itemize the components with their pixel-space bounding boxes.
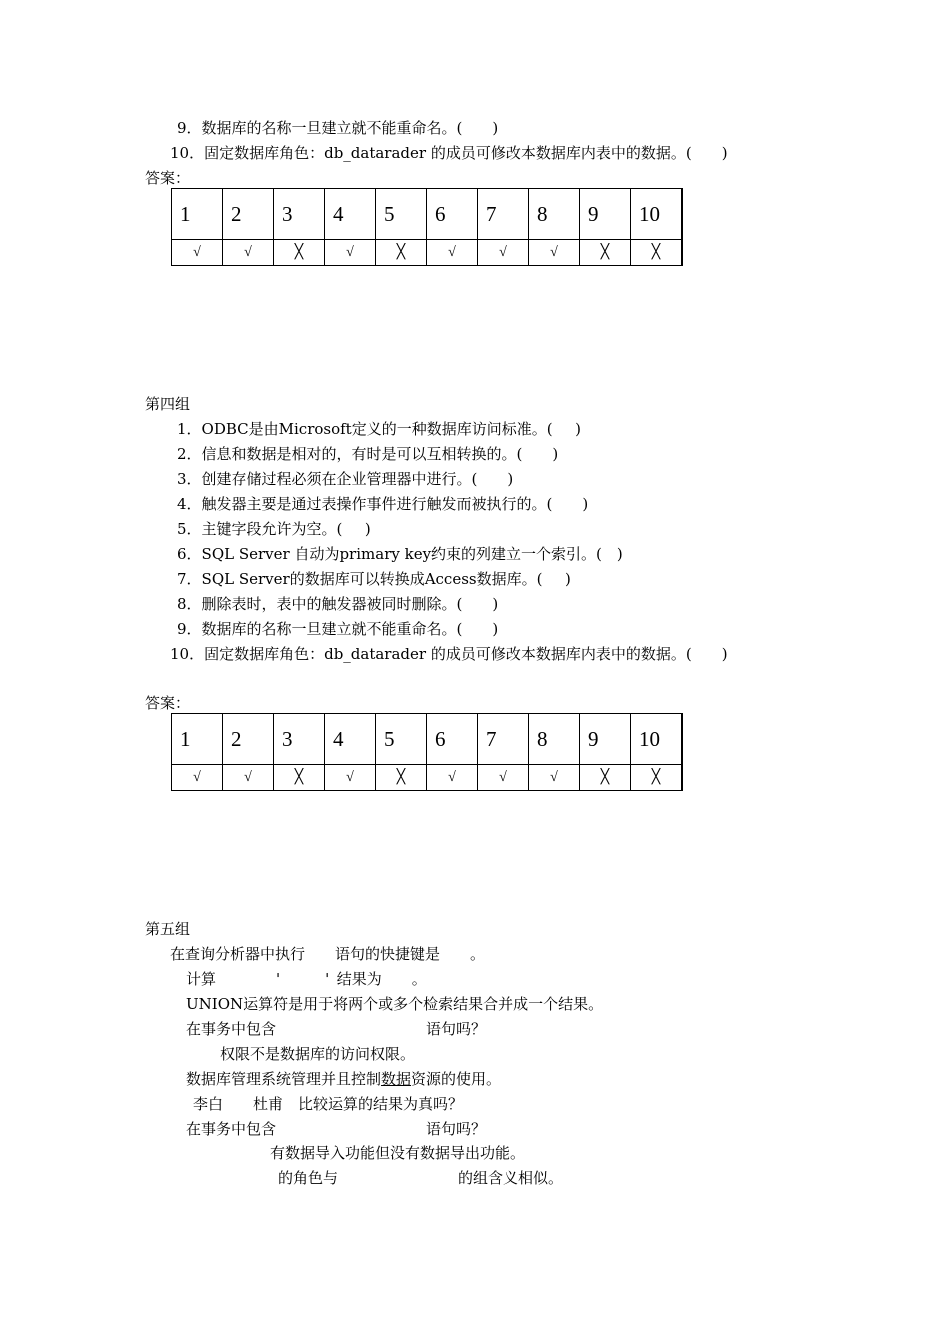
question-10: 10．固定数据库角色：db_datarader 的成员可修改本数据库内表中的数据。( ) <box>170 144 728 162</box>
answer-mark: √ <box>529 240 580 266</box>
group4-title: 第四组 <box>145 395 191 413</box>
group5-line: 在事务中包含 语句吗？ <box>186 1020 487 1038</box>
question: 8．删除表时，表中的触发器被同时删除。( ) <box>177 595 499 613</box>
answer-mark: √ <box>223 240 274 266</box>
group5-line: 有数据导入功能但没有数据导出功能。 <box>270 1144 526 1162</box>
group5-line <box>186 1069 501 1089</box>
answer-label: 答案： <box>145 694 191 712</box>
group5-line: 权限不是数据库的访问权限。 <box>220 1045 416 1063</box>
answer-number: 3 <box>274 714 325 765</box>
answer-label: 答案： <box>145 169 191 187</box>
answer-number: 9 <box>580 714 631 765</box>
answer-number: 9 <box>580 189 631 240</box>
answer-number: 4 <box>325 714 376 765</box>
answer-mark: √ <box>325 765 376 791</box>
answer-mark: ╳ <box>580 765 631 791</box>
answer-mark: ╳ <box>376 765 427 791</box>
answer-mark: ╳ <box>274 240 325 266</box>
question: 1．ODBC是由Microsoft定义的一种数据库访问标准。( ) <box>177 420 581 438</box>
answer-mark: √ <box>529 765 580 791</box>
answer-number: 4 <box>325 189 376 240</box>
answer-mark: √ <box>478 765 529 791</box>
question: 7．SQL Server的数据库可以转换成Access数据库。( ) <box>177 570 571 588</box>
question: 5．主键字段允许为空。( ) <box>177 520 371 538</box>
group5-line: UNION运算符是用于将两个或多个检索结果合并成一个结果。 <box>186 995 604 1013</box>
answer-mark: √ <box>172 765 223 791</box>
question: 10．固定数据库角色：db_datarader 的成员可修改本数据库内表中的数据。( ) <box>170 645 728 663</box>
group5-line-text: 数据库管理系统管理并且控制 <box>186 1070 382 1088</box>
question: 4．触发器主要是通过表操作事件进行触发而被执行的。( ) <box>177 495 589 513</box>
answer-mark: ╳ <box>580 240 631 266</box>
answer-number: 8 <box>529 189 580 240</box>
answer-number: 7 <box>478 189 529 240</box>
answer-number: 7 <box>478 714 529 765</box>
answer-mark-row <box>172 765 683 791</box>
group5-line: 李白 杜甫 比较运算的结果为真吗？ <box>193 1095 464 1113</box>
answer-mark: √ <box>478 240 529 266</box>
answer-number: 10 <box>631 189 683 240</box>
answer-mark: √ <box>223 765 274 791</box>
answer-number: 6 <box>427 189 478 240</box>
answer-number-row <box>172 714 683 765</box>
answer-number: 1 <box>172 189 223 240</box>
answer-mark: √ <box>427 765 478 791</box>
group5-line: 在事务中包含 语句吗？ <box>186 1120 487 1138</box>
answer-number: 8 <box>529 714 580 765</box>
answer-number: 2 <box>223 189 274 240</box>
question-9: 9．数据库的名称一旦建立就不能重命名。( ) <box>177 119 499 137</box>
group5-title: 第五组 <box>145 920 191 938</box>
group5-line: 的角色与 的组含义相似。 <box>278 1169 564 1187</box>
underlined-word: 数据 <box>381 1070 412 1088</box>
question: 3．创建存储过程必须在企业管理器中进行。( ) <box>177 470 514 488</box>
answer-number: 1 <box>172 714 223 765</box>
answer-number-row <box>172 189 683 240</box>
answer-mark: ╳ <box>376 240 427 266</box>
answer-mark: √ <box>172 240 223 266</box>
question: 6．SQL Server 自动为primary key约束的列建立一个索引。( ) <box>177 545 623 563</box>
question: 9．数据库的名称一旦建立就不能重命名。( ) <box>177 620 499 638</box>
answer-number: 5 <box>376 189 427 240</box>
group5-line-tail: 资源的使用。 <box>411 1070 502 1088</box>
answer-number: 3 <box>274 189 325 240</box>
answer-mark-row <box>172 240 683 266</box>
answer-number: 10 <box>631 714 683 765</box>
answer-number: 2 <box>223 714 274 765</box>
group5-line: 在查询分析器中执行 语句的快捷键是 。 <box>170 945 486 963</box>
group5-line: 计算 ' ' 结果为 。 <box>186 970 427 988</box>
question: 2．信息和数据是相对的，有时是可以互相转换的。( ) <box>177 445 559 463</box>
answer-mark: √ <box>325 240 376 266</box>
answer-mark: ╳ <box>631 240 683 266</box>
answer-mark: ╳ <box>274 765 325 791</box>
answer-mark: √ <box>427 240 478 266</box>
answer-table <box>171 188 683 266</box>
answer-number: 6 <box>427 714 478 765</box>
answer-mark: ╳ <box>631 765 683 791</box>
answer-table <box>171 713 683 791</box>
answer-number: 5 <box>376 714 427 765</box>
